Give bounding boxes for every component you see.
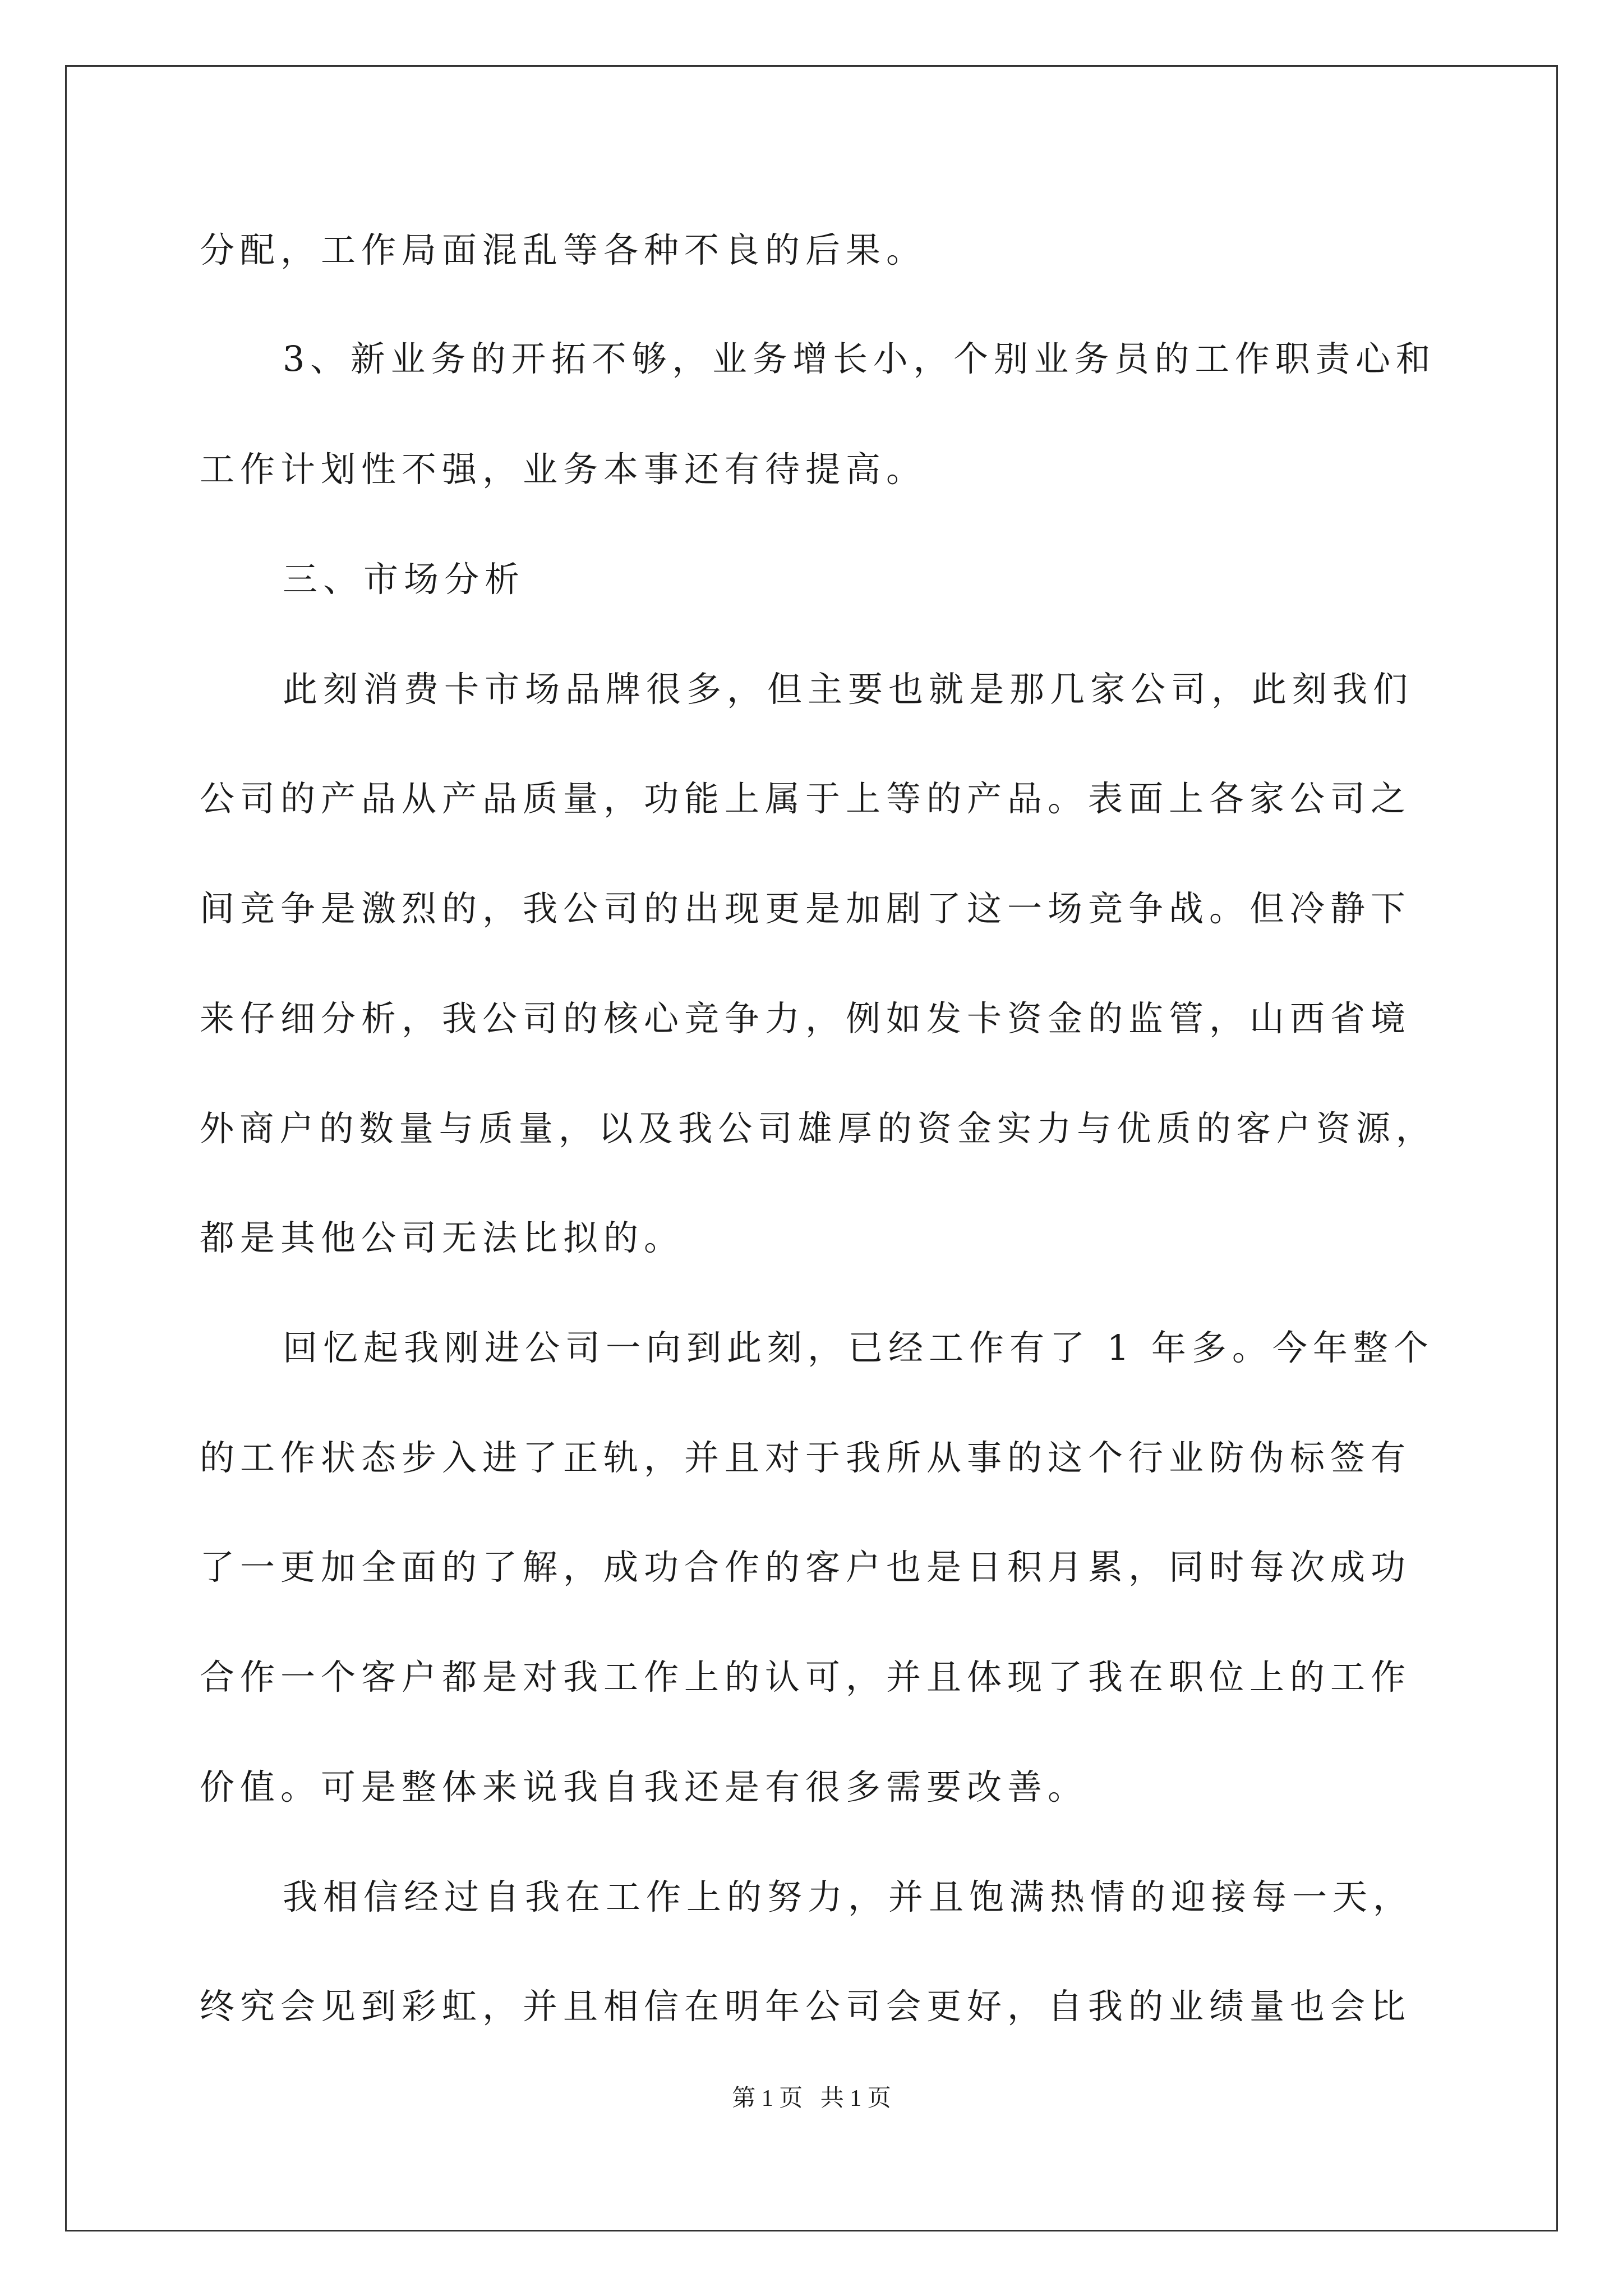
text-line: 合作一个客户都是对我工作上的认可，并且体现了我在职位上的工作 (200, 1657, 1412, 1697)
text-line: 公司的产品从产品质量，功能上属于上等的产品。表面上各家公司之 (200, 778, 1412, 819)
section-heading: 三、市场分析 (283, 559, 525, 600)
text-line: 的工作状态步入进了正轨，并且对于我所从事的这个行业防伪标签有 (200, 1437, 1412, 1478)
text-line: 此刻消费卡市场品牌很多，但主要也就是那几家公司，此刻我们 (283, 669, 1414, 710)
text-line: 价值。可是整体来说我自我还是有很多需要改善。 (200, 1766, 1089, 1807)
text-line: 我相信经过自我在工作上的努力，并且饱满热情的迎接每一天， (283, 1876, 1414, 1917)
text-line: 回忆起我刚进公司一向到此刻，已经工作有了 1 年多。今年整个 (283, 1327, 1434, 1368)
text-line: 3、新业务的开拓不够，业务增长小，个别业务员的工作职责心和 (283, 338, 1436, 379)
text-line: 外商户的数量与质量，以及我公司雄厚的资金实力与优质的客户资源， (200, 1108, 1436, 1149)
text-line: 工作计划性不强，业务本事还有待提高。 (200, 449, 927, 490)
text-line: 终究会见到彩虹，并且相信在明年公司会更好，自我的业绩量也会比 (200, 1986, 1412, 2027)
text-line: 了一更加全面的了解，成功合作的客户也是日积月累，同时每次成功 (200, 1547, 1412, 1588)
text-line: 间竞争是激烈的，我公司的出现更是加剧了这一场竞争战。但冷静下 (200, 888, 1412, 929)
text-line: 来仔细分析，我公司的核心竞争力，例如发卡资金的监管，山西省境 (200, 998, 1412, 1039)
page-number-footer: 第 1 页 共 1 页 (732, 2086, 891, 2111)
text-line: 分配，工作局面混乱等各种不良的后果。 (200, 229, 927, 270)
text-line: 都是其他公司无法比拟的。 (200, 1217, 685, 1258)
